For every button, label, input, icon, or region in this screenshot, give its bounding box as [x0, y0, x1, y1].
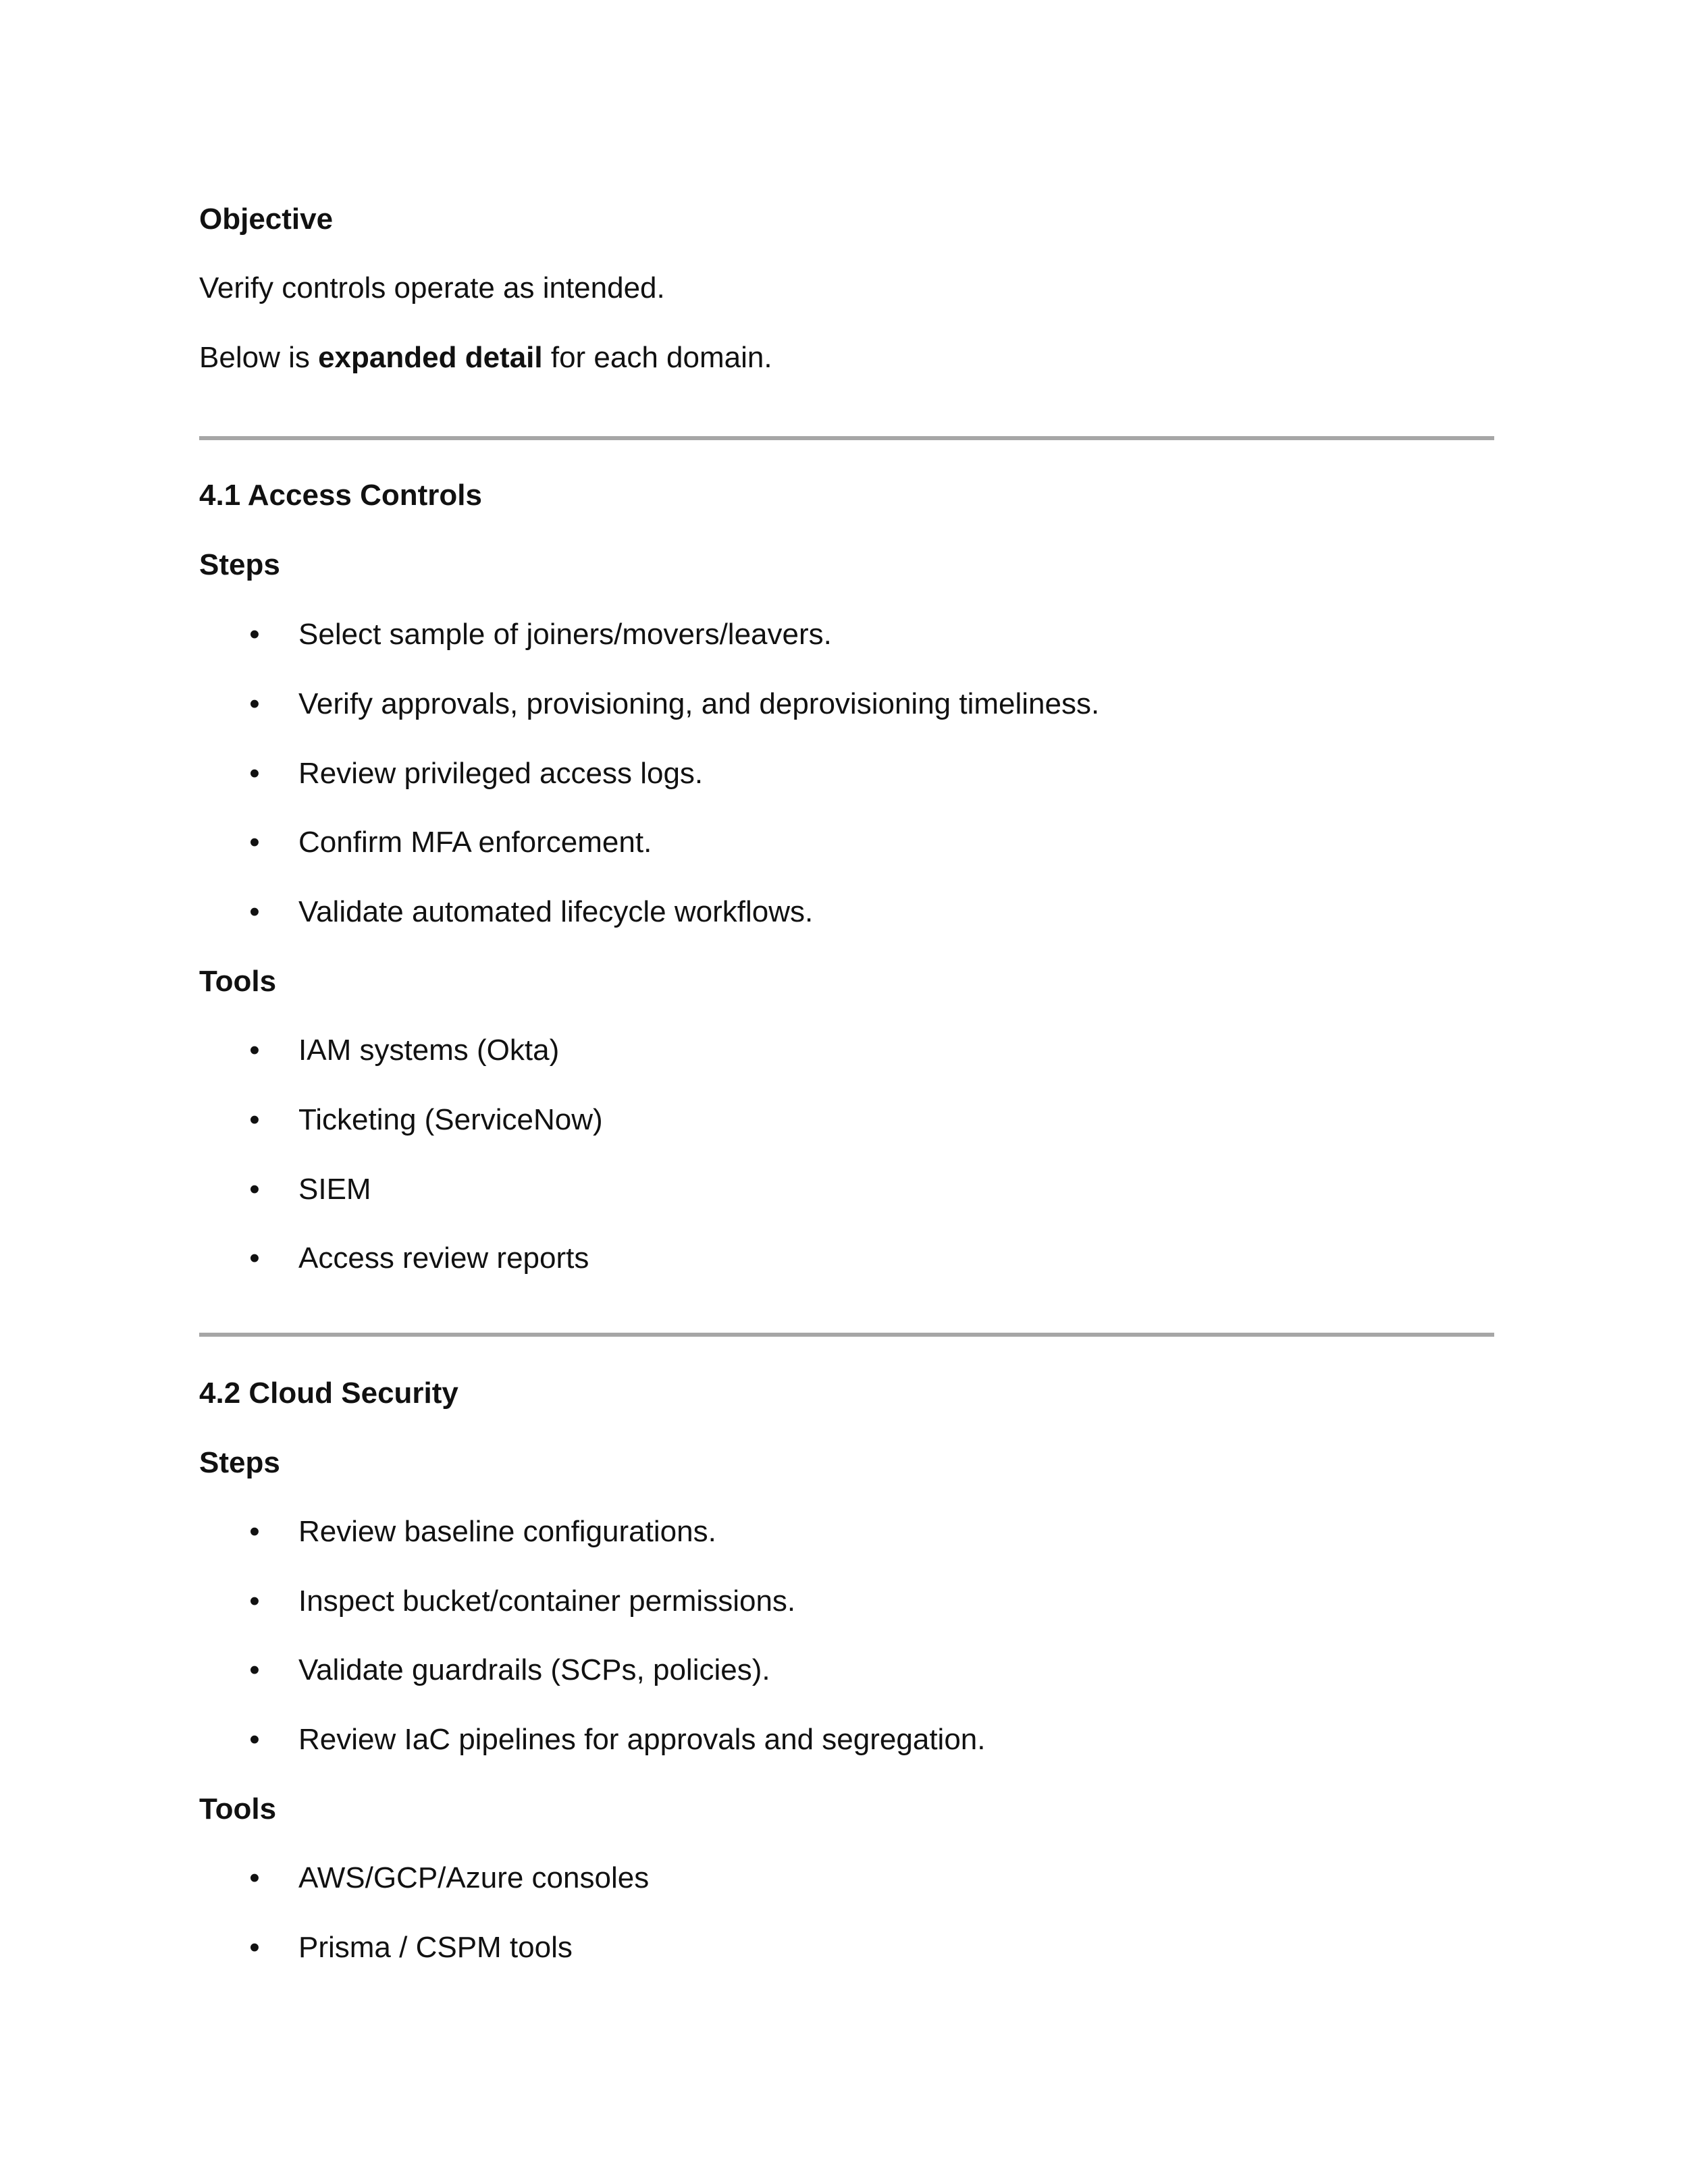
- list-item: Confirm MFA enforcement.: [298, 826, 652, 859]
- intro-prefix: Below is: [199, 341, 319, 374]
- list-item: SIEM: [298, 1173, 371, 1206]
- list-item: Validate guardrails (SCPs, policies).: [298, 1653, 770, 1686]
- list-item: AWS/GCP/Azure consoles: [298, 1861, 650, 1894]
- bullet: •: [249, 895, 260, 928]
- bullet: •: [249, 1103, 260, 1136]
- list-item: Review IaC pipelines for approvals and segregation.: [298, 1723, 986, 1756]
- intro-paragraph: [199, 338, 772, 378]
- bullet: •: [249, 1515, 260, 1548]
- list-item: Review baseline configurations.: [298, 1515, 716, 1548]
- bullet: •: [249, 618, 260, 651]
- bullet: •: [249, 1861, 260, 1894]
- list-item: Verify approvals, provisioning, and deprovisioning timeliness.: [298, 687, 1100, 720]
- objective-heading: Objective: [199, 203, 334, 236]
- tools-heading: Tools: [199, 965, 277, 998]
- list-item: Inspect bucket/container permissions.: [298, 1584, 796, 1618]
- bullet: •: [249, 1173, 260, 1206]
- intro-bold: expanded detail: [318, 341, 543, 374]
- list-item: Review privileged access logs.: [298, 757, 704, 790]
- bullet: •: [249, 1931, 260, 1964]
- section-title: 4.1 Access Controls: [199, 479, 482, 512]
- steps-heading: Steps: [199, 548, 280, 581]
- tools-heading: Tools: [199, 1792, 277, 1826]
- bullet: •: [249, 1584, 260, 1618]
- divider: [199, 436, 1494, 440]
- intro-suffix: for each domain.: [542, 341, 772, 374]
- bullet: •: [249, 826, 260, 859]
- list-item: Select sample of joiners/movers/leavers.: [298, 618, 832, 651]
- bullet: •: [249, 1723, 260, 1756]
- section-title: 4.2 Cloud Security: [199, 1377, 458, 1410]
- bullet: •: [249, 1653, 260, 1686]
- list-item: Validate automated lifecycle workflows.: [298, 895, 814, 928]
- list-item: Prisma / CSPM tools: [298, 1931, 573, 1964]
- bullet: •: [249, 687, 260, 720]
- list-item: IAM systems (Okta): [298, 1034, 560, 1067]
- steps-heading: Steps: [199, 1446, 280, 1479]
- bullet: •: [249, 1034, 260, 1067]
- list-item: Access review reports: [298, 1242, 589, 1275]
- divider: [199, 1333, 1494, 1337]
- objective-text: Verify controls operate as intended.: [199, 271, 665, 304]
- bullet: •: [249, 1242, 260, 1275]
- list-item: Ticketing (ServiceNow): [298, 1103, 603, 1136]
- bullet: •: [249, 757, 260, 790]
